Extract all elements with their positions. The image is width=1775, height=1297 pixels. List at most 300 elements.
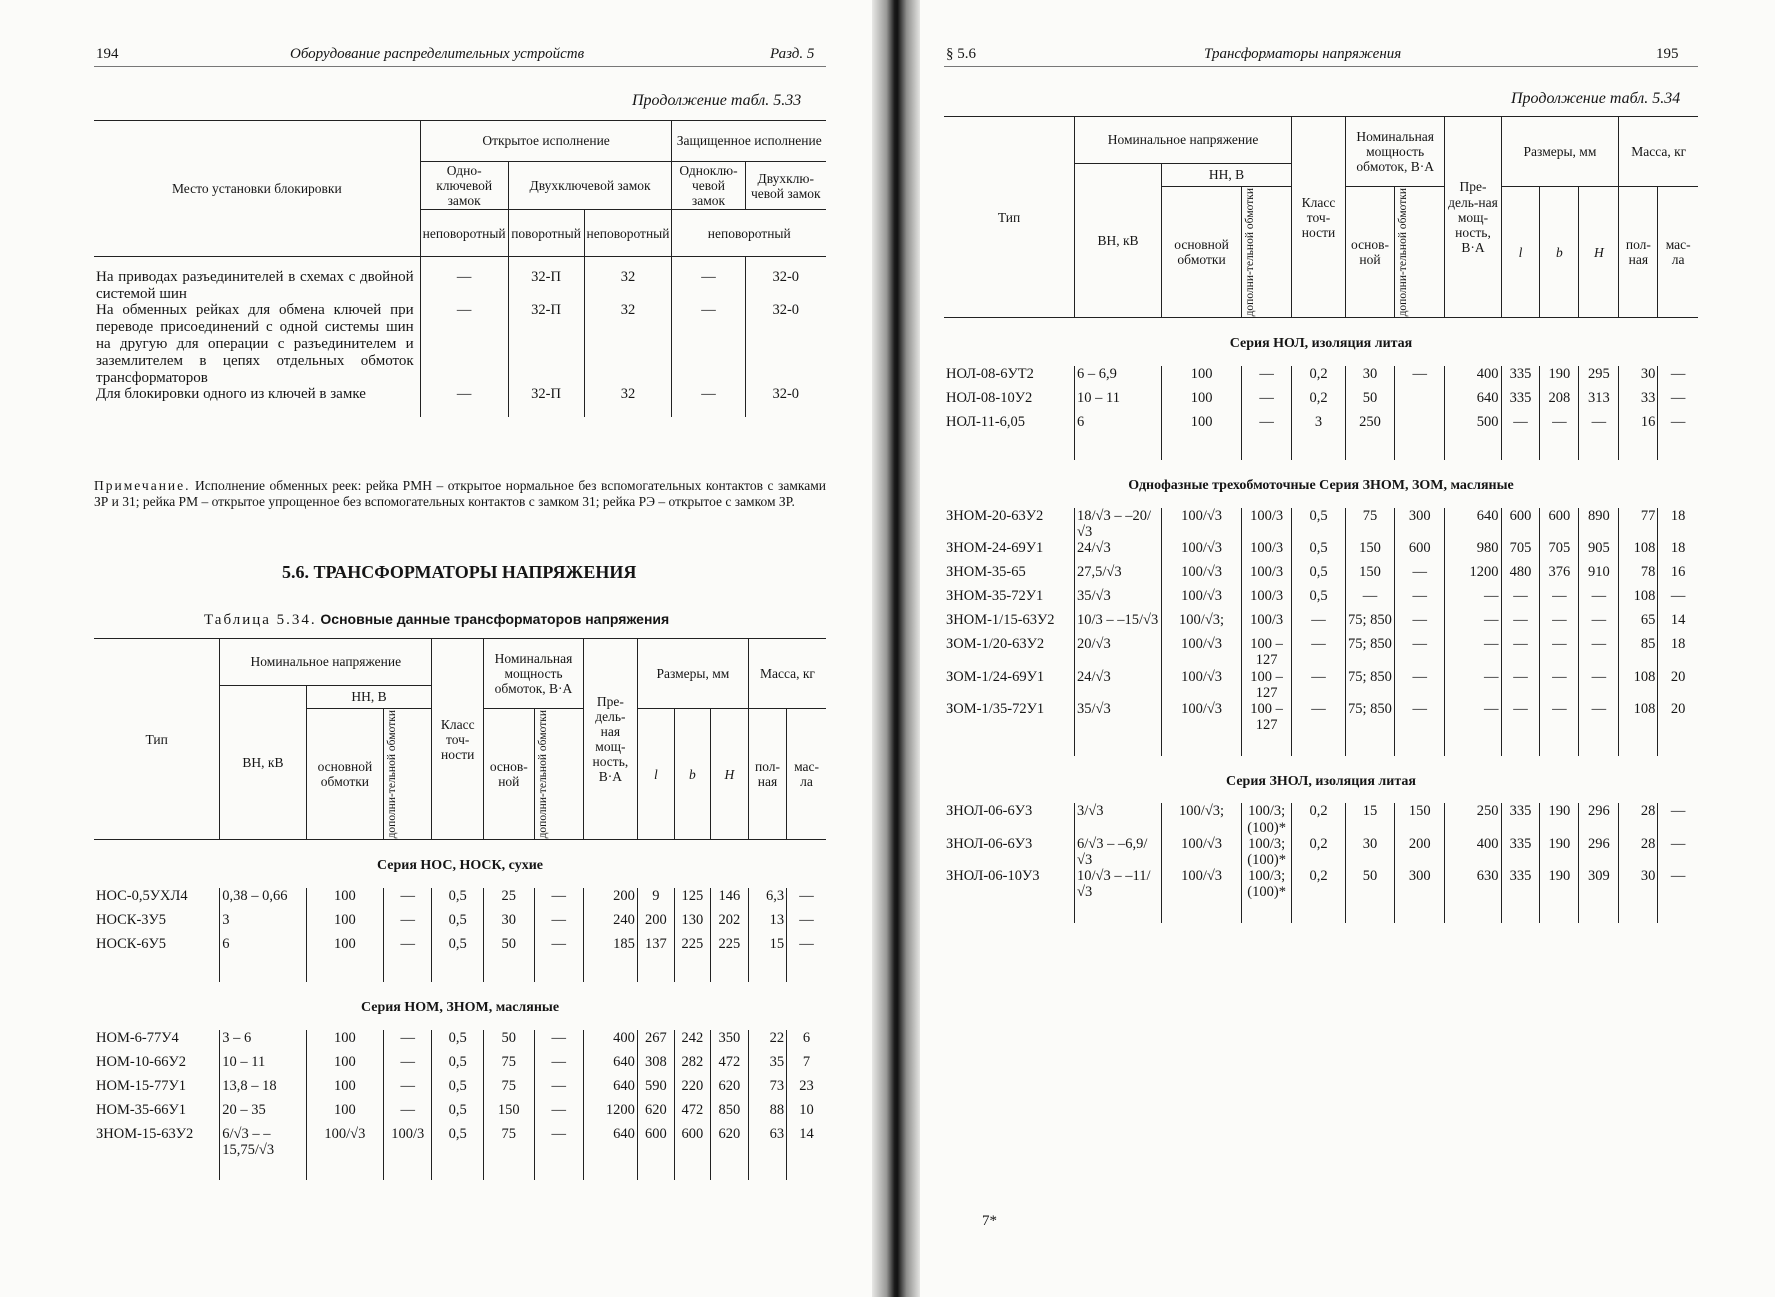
header-dim-l: l xyxy=(1501,187,1540,318)
cell: — xyxy=(384,912,432,936)
header-power-add: дополни-тельной обмотки xyxy=(1397,188,1410,317)
cell: 65 xyxy=(1619,612,1658,636)
cell: 0,2 xyxy=(1292,868,1346,900)
cell: 0,5 xyxy=(1292,540,1346,564)
type-cell: ЗНОМ-35-65 xyxy=(946,564,1026,581)
header-one-key: Одно-ключевой замок xyxy=(420,162,508,210)
cell: 32-П xyxy=(508,269,584,303)
cell: 0,5 xyxy=(432,936,484,960)
section-ref-left: Разд. 5 xyxy=(770,46,815,62)
cell: 3 xyxy=(1292,414,1346,438)
cell: — xyxy=(1658,836,1698,868)
cell: 32 xyxy=(584,386,672,403)
table-row xyxy=(944,588,1698,612)
cell: 35 xyxy=(748,1054,786,1078)
running-title-right: Трансформаторы напряжения xyxy=(1204,46,1402,62)
cell: — xyxy=(1658,588,1698,612)
cell: — xyxy=(1658,803,1698,835)
cell: 77 xyxy=(1619,508,1658,540)
table-row xyxy=(94,269,826,303)
cell: 905 xyxy=(1579,540,1619,564)
cell: 18 xyxy=(1658,508,1698,540)
cell: 30 xyxy=(1619,366,1658,390)
cell: 100/3 xyxy=(1242,588,1292,612)
cell: 73 xyxy=(748,1078,786,1102)
cell: 185 xyxy=(583,936,637,960)
cell: 0,5 xyxy=(1292,508,1346,540)
type-cell: НОМ-35-66У1 xyxy=(96,1101,187,1118)
cell: — xyxy=(1445,612,1501,636)
cell: 242 xyxy=(674,1030,710,1054)
type-cell: ЗОМ-1/24-69У1 xyxy=(946,668,1045,685)
cell: 125 xyxy=(674,888,710,912)
cell: — xyxy=(1540,414,1579,438)
series-heading-row xyxy=(944,318,1698,366)
book-spine xyxy=(872,0,920,1297)
type-cell: НОМ-10-66У2 xyxy=(96,1053,187,1070)
cell: 705 xyxy=(1540,540,1579,564)
header-type: Тип xyxy=(94,639,220,840)
type-cell: НОЛ-08-6УТ2 xyxy=(946,366,1034,383)
cell: 100 xyxy=(306,888,383,912)
cell: 23 xyxy=(787,1078,826,1102)
cell: — xyxy=(534,1030,583,1054)
cell: 6 – 6,9 xyxy=(1075,366,1162,390)
cell: 13 xyxy=(748,912,786,936)
header-nn: НН, В xyxy=(306,686,432,709)
series-heading-row xyxy=(94,840,826,888)
cell: 0,2 xyxy=(1292,366,1346,390)
cell: 100/3 xyxy=(1242,564,1292,588)
cell: 335 xyxy=(1501,803,1540,835)
cell: 78 xyxy=(1619,564,1658,588)
cell: 100/√3 xyxy=(1162,868,1242,900)
type-cell: ЗНОМ-20-63У2 xyxy=(946,507,1044,524)
cell: — xyxy=(1242,414,1292,438)
cell: 225 xyxy=(710,936,748,960)
cell: 85 xyxy=(1619,636,1658,668)
type-cell: НОЛ-11-6,05 xyxy=(946,414,1026,431)
cell: — xyxy=(1445,701,1501,733)
cell: 100/3 xyxy=(1242,612,1292,636)
cell: 18 xyxy=(1658,636,1698,668)
cell: 300 xyxy=(1395,868,1445,900)
cell: 376 xyxy=(1540,564,1579,588)
signature-mark: 7* xyxy=(982,1213,997,1229)
cell: 100 – 127 xyxy=(1242,701,1292,733)
cell: 108 xyxy=(1619,701,1658,733)
cell: 24/√3 xyxy=(1075,669,1162,701)
section-ref-right: § 5.6 xyxy=(946,46,976,62)
cell: — xyxy=(1579,414,1619,438)
cell: 0,2 xyxy=(1292,803,1346,835)
cell: 200 xyxy=(1395,836,1445,868)
cell: 18/√3 – –20/√3 xyxy=(1075,508,1162,540)
cell: — xyxy=(384,1102,432,1126)
series-title: Серия НОЛ, изоляция литая xyxy=(1229,336,1413,352)
cell: 75; 850 xyxy=(1345,701,1394,733)
left-page xyxy=(0,0,872,1297)
cell: 890 xyxy=(1579,508,1619,540)
cell: 7 xyxy=(787,1054,826,1078)
cell: 35/√3 xyxy=(1075,588,1162,612)
cell: 6/√3 – –6,9/√3 xyxy=(1075,836,1162,868)
cell: 150 xyxy=(1395,803,1445,835)
cell xyxy=(1395,390,1445,414)
header-mass-full: пол-ная xyxy=(1619,187,1658,318)
cell: — xyxy=(384,888,432,912)
cell: 400 xyxy=(1445,366,1501,390)
cell: 308 xyxy=(637,1054,674,1078)
cell: 100/√3; xyxy=(1162,612,1242,636)
cell: 18 xyxy=(1658,540,1698,564)
cell: 267 xyxy=(637,1030,674,1054)
cell: — xyxy=(534,888,583,912)
header-p-one-key: Одноклю-чевой замок xyxy=(672,162,745,210)
table-row xyxy=(94,1030,826,1054)
cell: 75 xyxy=(1345,508,1394,540)
cell: 100/3 xyxy=(1242,508,1292,540)
cell: — xyxy=(1501,612,1540,636)
cell: 600 xyxy=(1540,508,1579,540)
header-nn-main: основной обмотки xyxy=(1162,187,1242,318)
cell: — xyxy=(384,1078,432,1102)
cell: 190 xyxy=(1540,803,1579,835)
cell: 108 xyxy=(1619,588,1658,612)
cell: 100/√3 xyxy=(1162,540,1242,564)
cell: 480 xyxy=(1501,564,1540,588)
cell: 250 xyxy=(1345,414,1394,438)
header-dim-h: H xyxy=(1579,187,1619,318)
cell: — xyxy=(384,936,432,960)
cell: 630 xyxy=(1445,868,1501,900)
cell: 25 xyxy=(484,888,535,912)
header-power-add: дополни-тельной обмотки xyxy=(536,710,549,839)
row-place: На приводах разъединителей в схемах с двойной системой шин xyxy=(96,268,414,302)
cell: 16 xyxy=(1619,414,1658,438)
header-dim-b: b xyxy=(674,709,710,840)
cell: 295 xyxy=(1579,366,1619,390)
cell: 335 xyxy=(1501,366,1540,390)
header-mass-oil: мас-ла xyxy=(787,709,826,840)
cell: 75 xyxy=(484,1078,535,1102)
cell: — xyxy=(1242,366,1292,390)
cell xyxy=(1395,414,1445,438)
cell: 620 xyxy=(710,1126,748,1158)
cell: 0,5 xyxy=(432,1078,484,1102)
cell: — xyxy=(1540,636,1579,668)
table-row xyxy=(94,1054,826,1078)
cell: 150 xyxy=(484,1102,535,1126)
cell: 10 – 11 xyxy=(1075,390,1162,414)
cell: 20 xyxy=(1658,701,1698,733)
cell: 472 xyxy=(674,1102,710,1126)
cell: 980 xyxy=(1445,540,1501,564)
cell: — xyxy=(787,912,826,936)
table-row xyxy=(944,390,1698,414)
cell: 24/√3 xyxy=(1075,540,1162,564)
type-cell: НОМ-6-77У4 xyxy=(96,1029,179,1046)
cell: 600 xyxy=(674,1126,710,1158)
cell: 600 xyxy=(1501,508,1540,540)
cell: 100/√3 xyxy=(1162,588,1242,612)
cell: 6 xyxy=(1075,414,1162,438)
cell: 309 xyxy=(1579,868,1619,900)
cell: 3 – 6 xyxy=(220,1030,306,1054)
cell: 100 – 127 xyxy=(1242,669,1292,701)
cell: 300 xyxy=(1395,508,1445,540)
cell: 14 xyxy=(1658,612,1698,636)
type-cell: ЗНОМ-15-63У2 xyxy=(96,1125,194,1142)
cell: 30 xyxy=(1619,868,1658,900)
cell: 208 xyxy=(1540,390,1579,414)
cell: 250 xyxy=(1445,803,1501,835)
cell: 75; 850 xyxy=(1345,636,1394,668)
table-row xyxy=(944,564,1698,588)
cell: 100/√3 xyxy=(1162,836,1242,868)
cell: — xyxy=(1658,868,1698,900)
cell: — xyxy=(1501,701,1540,733)
cell: — xyxy=(672,269,745,303)
cell: — xyxy=(1540,612,1579,636)
cell: 100/√3 xyxy=(1162,636,1242,668)
header-dim-l: l xyxy=(637,709,674,840)
table-row xyxy=(944,836,1698,868)
cell: — xyxy=(534,1054,583,1078)
cell: 100/√3 xyxy=(1162,701,1242,733)
cell: 32-П xyxy=(508,302,584,386)
cell: 0,5 xyxy=(432,1102,484,1126)
cell: 400 xyxy=(1445,836,1501,868)
cell: — xyxy=(1292,669,1346,701)
cell: 200 xyxy=(637,912,674,936)
cell: 472 xyxy=(710,1054,748,1078)
table-row xyxy=(94,302,826,386)
cell: 335 xyxy=(1501,868,1540,900)
cell: 0,5 xyxy=(432,888,484,912)
cell: 33 xyxy=(1619,390,1658,414)
table-row xyxy=(944,540,1698,564)
cell: — xyxy=(1395,612,1445,636)
cell: 640 xyxy=(1445,508,1501,540)
cell: 100/3 xyxy=(1242,540,1292,564)
cell: 1200 xyxy=(1445,564,1501,588)
type-cell: НОМ-15-77У1 xyxy=(96,1077,187,1094)
cell: 88 xyxy=(748,1102,786,1126)
cell: 640 xyxy=(583,1078,637,1102)
cell: 620 xyxy=(710,1078,748,1102)
table-row xyxy=(944,612,1698,636)
row-place: На обменных рейках для обмена ключей при переводе присоединений с одной системы шин на другую для операции с разъединителем и заземлителем в цепях отдельных обмоток трансформаторов xyxy=(96,302,414,386)
cell: 32-П xyxy=(508,386,584,403)
header-vn: ВН, кВ xyxy=(220,686,306,840)
cell: — xyxy=(1445,636,1501,668)
cell: 130 xyxy=(674,912,710,936)
header-dims: Размеры, мм xyxy=(1501,117,1619,187)
cell: 137 xyxy=(637,936,674,960)
header-nn-add: дополни-тельной обмотки xyxy=(386,710,399,839)
table-row xyxy=(94,386,826,403)
cell: 75 xyxy=(484,1054,535,1078)
cell: 296 xyxy=(1579,803,1619,835)
cell: 100 xyxy=(306,1054,383,1078)
cell: 20 xyxy=(1658,669,1698,701)
cell: 0,38 – 0,66 xyxy=(220,888,306,912)
header-accuracy: Класс точ-ности xyxy=(1292,117,1346,318)
cell: 13,8 – 18 xyxy=(220,1078,306,1102)
cell: — xyxy=(1292,636,1346,668)
cell: 910 xyxy=(1579,564,1619,588)
type-cell: НОСК-6У5 xyxy=(96,936,167,953)
cell: 100/3 xyxy=(384,1126,432,1158)
header-mass-full: пол-ная xyxy=(748,709,786,840)
note-text: Исполнение обменных реек: рейка РМН – открытое нормальное без вспомогательных контактов с замками ЗР и 31; рейка РМ – открытое упрощенное без вспомогательных контактов с замком 31; рейка РЭ – открытое с замком ЗР. xyxy=(94,478,826,509)
cell: — xyxy=(1445,669,1501,701)
cell: 108 xyxy=(1619,540,1658,564)
cell: 15 xyxy=(1345,803,1394,835)
cell: 9 xyxy=(637,888,674,912)
cell: 200 xyxy=(583,888,637,912)
header-power-main: основ-ной xyxy=(484,709,535,840)
page-number-right: 195 xyxy=(1656,46,1679,62)
cell: 705 xyxy=(1501,540,1540,564)
table-row xyxy=(944,508,1698,540)
cell: — xyxy=(1445,588,1501,612)
continuation-label-right: Продолжение табл. 5.34 xyxy=(1511,90,1681,107)
running-title-left: Оборудование распределительных устройств xyxy=(290,46,585,62)
cell: — xyxy=(1292,612,1346,636)
cell: — xyxy=(1579,636,1619,668)
type-cell: ЗОМ-1/35-72У1 xyxy=(946,701,1045,718)
cell: 35/√3 xyxy=(1075,701,1162,733)
cell: 350 xyxy=(710,1030,748,1054)
cell: 50 xyxy=(1345,868,1394,900)
cell: 16 xyxy=(1658,564,1698,588)
header-mass-oil: мас-ла xyxy=(1658,187,1698,318)
cell: 32-0 xyxy=(745,269,826,303)
cell: 0,2 xyxy=(1292,836,1346,868)
series-heading-row xyxy=(944,460,1698,508)
cell: 14 xyxy=(787,1126,826,1158)
table-row xyxy=(944,701,1698,733)
cell: 0,5 xyxy=(1292,564,1346,588)
type-cell: ЗНОМ-1/15-63У2 xyxy=(946,612,1055,629)
cell: 10/3 – –15/√3 xyxy=(1075,612,1162,636)
section-heading: 5.6. ТРАНСФОРМАТОРЫ НАПРЯЖЕНИЯ xyxy=(282,562,637,582)
cell: 3/√3 xyxy=(1075,803,1162,835)
cell: 100 xyxy=(306,1030,383,1054)
header-nonrot2: неповоротный xyxy=(584,210,672,257)
cell: 100/√3; xyxy=(1162,803,1242,835)
cell: 20/√3 xyxy=(1075,636,1162,668)
table-row xyxy=(94,888,826,912)
cell: 75 xyxy=(484,1126,535,1158)
right-page xyxy=(920,0,1775,1297)
cell: — xyxy=(1540,701,1579,733)
cell: — xyxy=(384,1030,432,1054)
cell: — xyxy=(1292,701,1346,733)
cell: 6/√3 – –15,75/√3 xyxy=(220,1126,306,1158)
cell: 15 xyxy=(748,936,786,960)
cell: 30 xyxy=(484,912,535,936)
series-title: Серия НОС, НОСК, сухие xyxy=(376,858,543,874)
cell: 100/√3 xyxy=(1162,564,1242,588)
cell: 10 – 11 xyxy=(220,1054,306,1078)
header-dim-h: H xyxy=(710,709,748,840)
cell: — xyxy=(1579,612,1619,636)
cell: 27,5/√3 xyxy=(1075,564,1162,588)
table-5-34 xyxy=(94,638,826,1180)
table-row xyxy=(94,257,826,269)
cell: — xyxy=(420,386,508,403)
cell: 190 xyxy=(1540,836,1579,868)
header-type: Тип xyxy=(944,117,1075,318)
cell: — xyxy=(1395,366,1445,390)
cell: 640 xyxy=(583,1054,637,1078)
cell: 100/3; (100)* xyxy=(1242,803,1292,835)
row-place: Для блокировки одного из ключей в замке xyxy=(96,386,366,403)
header-nn-main: основной обмотки xyxy=(306,709,383,840)
cell: — xyxy=(534,1102,583,1126)
cell: 0,5 xyxy=(432,1126,484,1158)
cell: — xyxy=(1345,588,1394,612)
header-nonrot: неповоротный xyxy=(420,210,508,257)
cell: 20 – 35 xyxy=(220,1102,306,1126)
cell: — xyxy=(534,912,583,936)
header-nn-add: дополни-тельной обмотки xyxy=(1244,188,1257,317)
type-cell: ЗОМ-1/20-63У2 xyxy=(946,636,1045,653)
cell: 190 xyxy=(1540,868,1579,900)
cell: 50 xyxy=(1345,390,1394,414)
cell: 6 xyxy=(787,1030,826,1054)
cell: 620 xyxy=(637,1102,674,1126)
cell: — xyxy=(1501,636,1540,668)
note-label: Примечание. xyxy=(94,478,191,493)
cell: 32-0 xyxy=(745,386,826,403)
cell: 75; 850 xyxy=(1345,669,1394,701)
table-row xyxy=(944,366,1698,390)
cell: 100 xyxy=(1162,390,1242,414)
cell: — xyxy=(420,302,508,386)
series-title: Серия ЗНОЛ, изоляция литая xyxy=(1226,773,1416,789)
cell: — xyxy=(1395,636,1445,668)
type-cell: ЗНОЛ-06-6У3 xyxy=(946,835,1033,852)
cell: 100 xyxy=(306,1078,383,1102)
cell: 190 xyxy=(1540,366,1579,390)
cell: 240 xyxy=(583,912,637,936)
cell: — xyxy=(1579,669,1619,701)
cell: — xyxy=(1395,669,1445,701)
cell: 640 xyxy=(1445,390,1501,414)
cell: 3 xyxy=(220,912,306,936)
cell: — xyxy=(1658,414,1698,438)
header-nominal-voltage: Номинальное напряжение xyxy=(220,639,432,686)
table-label: Таблица 5.34. xyxy=(204,612,317,628)
type-cell: ЗНОМ-24-69У1 xyxy=(946,540,1044,557)
table-row xyxy=(94,1102,826,1126)
header-power: Номинальная мощность обмоток, В·А xyxy=(484,639,584,709)
cell: 100/3; (100)* xyxy=(1242,836,1292,868)
cell: 22 xyxy=(748,1030,786,1054)
cell: 6 xyxy=(220,936,306,960)
cell: 32 xyxy=(584,302,672,386)
header-nominal-voltage: Номинальное напряжение xyxy=(1075,117,1292,164)
cell: 850 xyxy=(710,1102,748,1126)
cell: 100 xyxy=(306,1102,383,1126)
cell: — xyxy=(534,936,583,960)
cell: 50 xyxy=(484,1030,535,1054)
cell: — xyxy=(1540,669,1579,701)
